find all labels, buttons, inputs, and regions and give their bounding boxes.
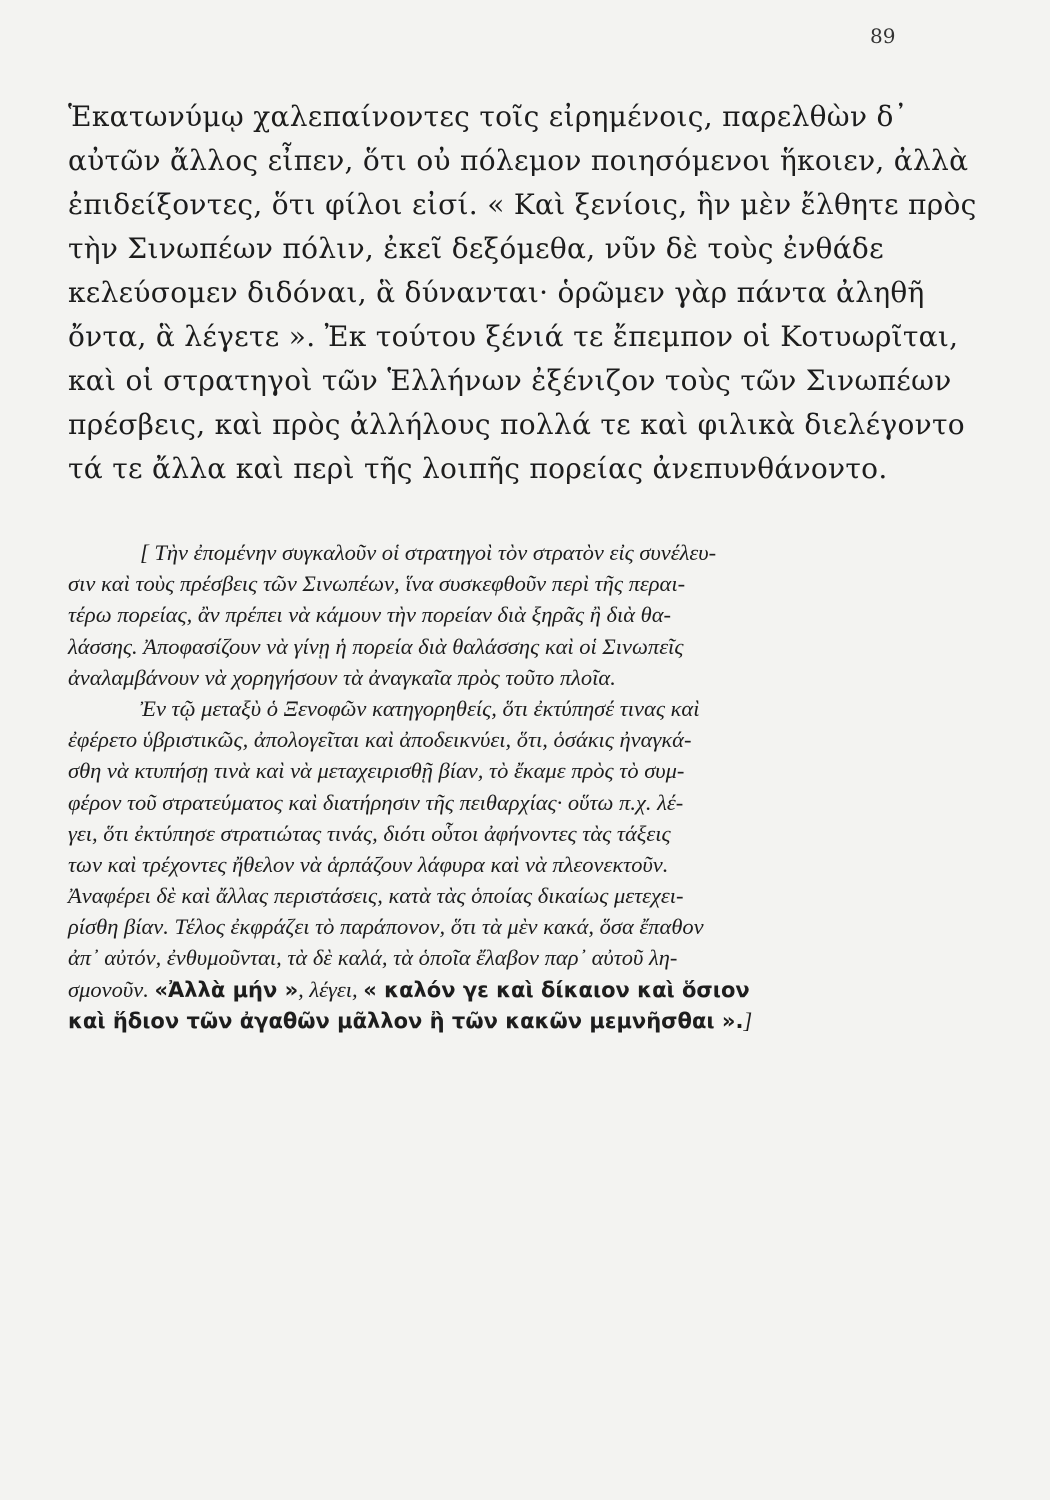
summary-line: γει, ὅτι ἐκτύπησε στρατιώτας τινάς, διότι οὗτοι ἀφήνοντες τὰς τάξεις <box>68 820 671 846</box>
modern-greek-summary <box>68 537 948 1036</box>
summary-line: ἀναλαμβάνουν νὰ χορηγήσουν τὰ ἀναγκαῖα πρὸς τοῦτο πλοῖα. <box>68 664 616 690</box>
passage-line: τά τε ἄλλα καὶ περὶ τῆς λοιπῆς πορείας ἀνεπυνθάνοντο. <box>68 452 888 485</box>
summary-line: ἐφέρετο ὑβριστικῶς, ἀπολογεῖται καὶ ἀποδεικνύει, ὅτι, ὁσάκις ἠναγκά- <box>68 727 692 753</box>
passage-line: αὐτῶν ἄλλος εἶπεν, ὅτι οὐ πόλεμον ποιησόμενοι ἥκοιεν, ἀλλὰ <box>68 144 969 177</box>
passage-line: ὄντα, ἃ λέγετε ». Ἐκ τούτου ξένιά τε ἔπεμπον οἱ Κοτυωρῖται, <box>68 320 959 353</box>
summary-line <box>68 1005 948 1036</box>
passage-line: ἐπιδείξοντες, ὅτι φίλοι εἰσί. « Καὶ ξενίοις, ἣν μὲν ἔλθητε πρὸς <box>68 188 977 221</box>
summary-line: λάσσης. Ἀποφασίζουν νὰ γίνῃ ἡ πορεία διὰ θαλάσσης καὶ οἱ Σινωπεῖς <box>68 633 684 659</box>
page-number: 89 <box>870 24 896 48</box>
summary-line: σθη νὰ κτυπήσῃ τινὰ καὶ νὰ μεταχειρισθῇ βίαν, τὸ ἔκαμε πρὸς τὸ συμ- <box>68 758 685 784</box>
closing-bracket: ] <box>743 1007 753 1033</box>
summary-line: ἀπ᾽ αὐτόν, ἐνθυμοῦνται, τὰ δὲ καλά, τὰ ὁποῖα ἔλαβον παρ᾽ αὐτοῦ λη- <box>68 945 678 971</box>
bold-quote: καὶ ἥδιον τῶν ἀγαθῶν μᾶλλον ἢ τῶν κακῶν μεμνῆσθαι ». <box>68 1008 744 1033</box>
passage-line: Ἑκατωνύμῳ χαλεπαίνοντες τοῖς εἰρημένοις, παρελθὼν δ᾽ <box>68 100 908 133</box>
summary-line: ρίσθη βίαν. Τέλος ἐκφράζει τὸ παράπονον, ὅτι τὰ μὲν κακά, ὅσα ἔπαθον <box>68 914 704 940</box>
summary-line: Ἐν τῷ μεταξὺ ὁ Ξενοφῶν κατηγορηθείς, ὅτι ἐκτύπησέ τινας καὶ <box>140 695 700 721</box>
summary-line: τέρω πορείας, ἂν πρέπει νὰ κάμουν τὴν πορείαν διὰ ξηρᾶς ἢ διὰ θα- <box>68 602 672 628</box>
summary-line: των καὶ τρέχοντες ἤθελον νὰ ἁρπάζουν λάφυρα καὶ νὰ πλεονεκτοῦν. <box>68 851 669 877</box>
summary-line: Ἀναφέρει δὲ καὶ ἄλλας περιστάσεις, κατὰ τὰς ὁποίας δικαίως μετεχει- <box>68 883 684 909</box>
ancient-greek-passage <box>68 95 977 491</box>
passage-line: τὴν Σινωπέων πόλιν, ἐκεῖ δεξόμεθα, νῦν δὲ τοὺς ἐνθάδε <box>68 232 884 265</box>
summary-line: [ Τὴν ἐπομένην συγκαλοῦν οἱ στρατηγοὶ τὸν στρατὸν εἰς συνέλευ- <box>140 540 717 565</box>
passage-line: πρέσβεις, καὶ πρὸς ἀλλήλους πολλά τε καὶ φιλικὰ διελέγοντο <box>68 408 965 441</box>
summary-line <box>68 974 948 1005</box>
summary-text: σμονοῦν. <box>68 976 155 1002</box>
summary-text: , λέγει, <box>298 976 364 1002</box>
bold-quote: «Ἀλλὰ μήν » <box>154 977 299 1002</box>
passage-line: κελεύσομεν διδόναι, ἃ δύνανται· ὁρῶμεν γὰρ πάντα ἀληθῆ <box>68 276 925 309</box>
summary-line: σιν καὶ τοὺς πρέσβεις τῶν Σινωπέων, ἵνα συσκεφθοῦν περὶ τῆς περαι- <box>68 571 686 597</box>
passage-line: καὶ οἱ στρατηγοὶ τῶν Ἑλλήνων ἐξένιζον τοὺς τῶν Σινωπέων <box>68 364 952 397</box>
summary-line: φέρον τοῦ στρατεύματος καὶ διατήρησιν τῆς πειθαρχίας· οὕτω π.χ. λέ- <box>68 789 684 815</box>
bold-quote: « καλόν γε καὶ δίκαιον καὶ ὅσιον <box>363 977 750 1002</box>
